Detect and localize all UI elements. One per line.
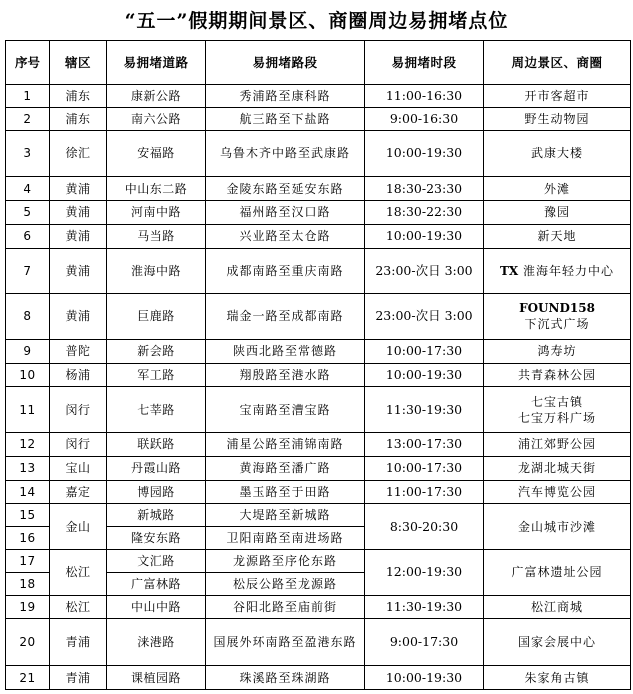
row-section: 成都南路至重庆南路	[206, 248, 365, 294]
row-road: 博园路	[107, 480, 206, 504]
row-area	[484, 387, 631, 433]
row-section: 航三路至下盐路	[206, 107, 365, 130]
row-road: 新会路	[107, 339, 206, 363]
area-text: 七宝古镇	[530, 394, 583, 409]
row-time: 11:00-17:30	[365, 480, 484, 504]
row-section: 国展外环南路至盈港东路	[206, 619, 365, 666]
row-time: 9:00-16:30	[365, 107, 484, 130]
row-area: 野生动物园	[484, 107, 631, 130]
table-row	[6, 130, 631, 177]
header-district: 辖区	[50, 41, 107, 85]
table-row	[6, 666, 631, 690]
row-no: 10	[6, 363, 50, 387]
row-section: 秀浦路至康科路	[206, 85, 365, 108]
header-section: 易拥堵路段	[206, 41, 365, 85]
row-road: 联跃路	[107, 432, 206, 456]
table-row	[6, 200, 631, 224]
row-time: 18:30-23:30	[365, 177, 484, 201]
row-area: 金山城市沙滩	[484, 504, 631, 550]
row-section: 瑞金一路至成都南路	[206, 294, 365, 340]
row-area: 汽车博览公园	[484, 480, 631, 504]
area-brand-text: TX	[499, 263, 519, 278]
row-time: 10:00-19:30	[365, 130, 484, 177]
row-road: 七莘路	[107, 387, 206, 433]
row-section: 松辰公路至龙源路	[206, 572, 365, 595]
area-text: 下沉式广场	[524, 317, 590, 332]
table-row	[6, 432, 631, 456]
row-district: 浦东	[50, 85, 107, 108]
row-area: 新天地	[484, 224, 631, 248]
row-district: 闵行	[50, 387, 107, 433]
row-no: 11	[6, 387, 50, 433]
header-road: 易拥堵道路	[107, 41, 206, 85]
area-text-2: 七宝万科广场	[517, 410, 596, 425]
table-row	[6, 294, 631, 340]
table-row	[6, 363, 631, 387]
row-district: 松江	[50, 595, 107, 619]
row-district: 金山	[50, 504, 107, 550]
row-district: 松江	[50, 550, 107, 596]
row-section: 黄海路至潘广路	[206, 456, 365, 480]
row-section: 兴业路至太仓路	[206, 224, 365, 248]
row-district: 杨浦	[50, 363, 107, 387]
row-no: 6	[6, 224, 50, 248]
row-section: 谷阳北路至庙前街	[206, 595, 365, 619]
row-district: 徐汇	[50, 130, 107, 177]
row-time: 18:30-22:30	[365, 200, 484, 224]
row-time: 8:30-20:30	[365, 504, 484, 550]
row-section: 浦星公路至浦锦南路	[206, 432, 365, 456]
row-no: 15	[6, 504, 50, 527]
row-section: 金陵东路至延安东路	[206, 177, 365, 201]
row-section: 翔殷路至港水路	[206, 363, 365, 387]
row-road: 马当路	[107, 224, 206, 248]
row-no: 18	[6, 572, 50, 595]
row-section: 宝南路至漕宝路	[206, 387, 365, 433]
row-district: 宝山	[50, 456, 107, 480]
row-road: 文汇路	[107, 550, 206, 573]
row-section: 卫阳南路至南进场路	[206, 527, 365, 550]
row-district: 闵行	[50, 432, 107, 456]
row-time: 10:00-17:30	[365, 456, 484, 480]
row-time: 9:00-17:30	[365, 619, 484, 666]
row-district: 黄浦	[50, 294, 107, 340]
row-no: 21	[6, 666, 50, 690]
header-no: 序号	[6, 41, 50, 85]
row-area: 朱家角古镇	[484, 666, 631, 690]
row-area: 共青森林公园	[484, 363, 631, 387]
row-time: 10:00-17:30	[365, 339, 484, 363]
row-district: 青浦	[50, 666, 107, 690]
table-header-row	[6, 41, 631, 85]
row-no: 14	[6, 480, 50, 504]
row-district: 黄浦	[50, 248, 107, 294]
row-no: 12	[6, 432, 50, 456]
row-no: 4	[6, 177, 50, 201]
table-row	[6, 595, 631, 619]
row-time: 10:00-19:30	[365, 666, 484, 690]
row-area: 龙湖北城天街	[484, 456, 631, 480]
area-brand-text: FOUND158	[519, 301, 595, 316]
row-district: 普陀	[50, 339, 107, 363]
row-road: 南六公路	[107, 107, 206, 130]
row-no: 20	[6, 619, 50, 666]
header-area: 周边景区、商圈	[484, 41, 631, 85]
row-section: 大堤路至新城路	[206, 504, 365, 527]
row-area: 豫园	[484, 200, 631, 224]
row-road: 安福路	[107, 130, 206, 177]
row-no: 17	[6, 550, 50, 573]
table-row	[6, 85, 631, 108]
row-time: 10:00-19:30	[365, 363, 484, 387]
row-area: 武康大楼	[484, 130, 631, 177]
row-no: 19	[6, 595, 50, 619]
row-road: 中山东二路	[107, 177, 206, 201]
table-row	[6, 504, 631, 527]
page-title: “五一”假期期间景区、商圈周边易拥堵点位	[124, 10, 509, 32]
row-district: 嘉定	[50, 480, 107, 504]
table-row	[6, 619, 631, 666]
row-road: 广富林路	[107, 572, 206, 595]
row-area: 开市客超市	[484, 85, 631, 108]
row-district: 黄浦	[50, 200, 107, 224]
row-time: 11:30-19:30	[365, 387, 484, 433]
row-area: 浦江郊野公园	[484, 432, 631, 456]
row-section: 龙源路至序伦东路	[206, 550, 365, 573]
table-row	[6, 456, 631, 480]
row-no: 13	[6, 456, 50, 480]
row-no: 16	[6, 527, 50, 550]
row-area	[484, 248, 631, 294]
row-area: 国家会展中心	[484, 619, 631, 666]
row-road: 淮海中路	[107, 248, 206, 294]
row-road: 康新公路	[107, 85, 206, 108]
row-road: 军工路	[107, 363, 206, 387]
row-area: 松江商城	[484, 595, 631, 619]
table-row	[6, 480, 631, 504]
row-no: 1	[6, 85, 50, 108]
row-no: 3	[6, 130, 50, 177]
row-road: 河南中路	[107, 200, 206, 224]
row-section: 珠溪路至珠湖路	[206, 666, 365, 690]
row-no: 8	[6, 294, 50, 340]
table-row	[6, 107, 631, 130]
row-time: 23:00-次日 3:00	[365, 248, 484, 294]
row-area: 外滩	[484, 177, 631, 201]
row-road: 课植园路	[107, 666, 206, 690]
row-area: 鸿寿坊	[484, 339, 631, 363]
row-district: 浦东	[50, 107, 107, 130]
row-section: 陕西北路至常德路	[206, 339, 365, 363]
table-row	[6, 177, 631, 201]
row-time: 11:30-19:30	[365, 595, 484, 619]
row-no: 2	[6, 107, 50, 130]
row-road: 新城路	[107, 504, 206, 527]
table-row	[6, 339, 631, 363]
row-section: 乌鲁木齐中路至武康路	[206, 130, 365, 177]
row-no: 7	[6, 248, 50, 294]
row-time: 12:00-19:30	[365, 550, 484, 596]
row-section: 福州路至汉口路	[206, 200, 365, 224]
row-time: 10:00-19:30	[365, 224, 484, 248]
row-time: 23:00-次日 3:00	[365, 294, 484, 340]
row-section: 墨玉路至于田路	[206, 480, 365, 504]
row-district: 黄浦	[50, 224, 107, 248]
row-area	[484, 294, 631, 340]
row-time: 11:00-16:30	[365, 85, 484, 108]
row-road: 隆安东路	[107, 527, 206, 550]
row-road: 巨鹿路	[107, 294, 206, 340]
row-time: 13:00-17:30	[365, 432, 484, 456]
row-district: 青浦	[50, 619, 107, 666]
row-no: 5	[6, 200, 50, 224]
row-road: 丹霞山路	[107, 456, 206, 480]
table-row	[6, 550, 631, 573]
table-row	[6, 248, 631, 294]
table-row	[6, 224, 631, 248]
table-row	[6, 387, 631, 433]
row-no: 9	[6, 339, 50, 363]
row-area: 广富林遗址公园	[484, 550, 631, 596]
header-time: 易拥堵时段	[365, 41, 484, 85]
area-text: 淮海年轻力中心	[518, 263, 615, 278]
row-road: 中山中路	[107, 595, 206, 619]
row-district: 黄浦	[50, 177, 107, 201]
congestion-table	[5, 40, 631, 690]
row-road: 涞港路	[107, 619, 206, 666]
